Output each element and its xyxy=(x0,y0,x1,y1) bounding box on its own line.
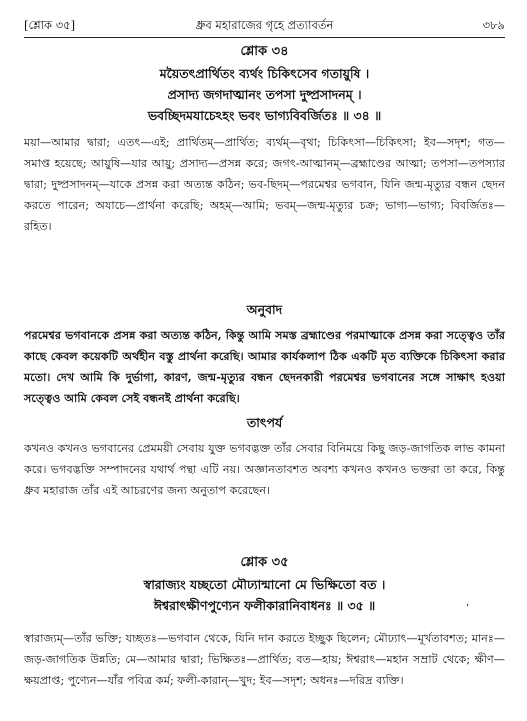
page-number: ৩৮৯ xyxy=(482,18,505,32)
synonyms-text-35: স্বারাজ্যম্‌—তাঁর ভক্তি; যচ্ছতঃ—ভগবান থেকে, যিনি দান করতে ইচ্ছুক ছিলেন; মৌঢ্যাৎ—মূর্খতাবশত; মানঃ—জড়-জাগতিক উন্নতি; মে—আমার দ্বারা; ভিক্ষিতঃ—প্রার্থিত; বত—হায়; ঈশ্বরাৎ—মহান সম্রাট থেকে; ক্ষীণ—ক্ষয়প্রাপ্ত; পুণ্যেন—যাঁর পবিত্র কর্ম; ফলী-কারান্‌—খুদ; ইব—সদৃশ; অধনঃ—দরিদ্র ব্যক্তি। xyxy=(24,632,505,687)
translation-heading: অনুবাদ xyxy=(246,302,283,317)
verse-reference: [শ্লোক ৩৫] xyxy=(24,18,76,32)
verse-34-line-1: ময়ৈতৎপ্রার্থিতং ব্যর্থং চিকিৎসেব গতায়ুষি । xyxy=(159,66,370,81)
verse-34-block xyxy=(24,42,505,126)
verse-35-label: শ্লোক ৩৫ xyxy=(240,555,289,570)
synonyms-text: ময়া—আমার দ্বারা; এতৎ—এই; প্রার্থিতম্‌—প্রার্থিত; ব্যর্থম্‌—বৃথা; চিকিৎসা—চিকিৎসা; ইব—সদৃশ; গত—সমাপ্ত হয়েছে; আয়ুষি—যার আয়ু; প্রসাদ্য—প্রসন্ন করে; জগৎ-আত্মানম্‌—ব্রহ্মাণ্ডের আত্মা; তপসা—তপস্যার দ্বারা; দুষ্প্রসাদনম্‌—যাকে প্রসন্ন করা অত্যন্ত কঠিন; ভব-ছিদম্‌—পরমেশ্বর ভগবান, যিনি জন্ম-মৃত্যুর বন্ধন ছেদন করতে পারেন; অযাচে—প্রার্থনা করেছি; অহম্‌—আমি; ভবম্‌—জন্ম-মৃত্যুর চক্র; ভাগ্য—ভাগ্য; বিবর্জিতঃ—রহিত। xyxy=(24,136,505,233)
translation-text: পরমেশ্বর ভগবানকে প্রসন্ন করা অত্যন্ত কঠিন, কিন্তু আমি সমস্ত ব্রহ্মাণ্ডের পরমাত্মাকে প্রসন্ন করা সত্ত্বেও তাঁর কাছে কেবল কয়েকটি অর্থহীন বস্তু প্রার্থনা করেছি। আমার কার্যকলাপ ঠিক একটি মৃত ব্যক্তিকে চিকিৎসা করার মতো। দেখ আমি কি দুর্ভাগা, কারণ, জন্ম-মৃত্যুর বন্ধন ছেদনকারী পরমেশ্বর ভগবানের সঙ্গে সাক্ষাৎ হওয়া সত্ত্বেও আমি কেবল সেই বন্ধনই প্রার্থনা করেছি। xyxy=(24,328,505,405)
verse-34-line-2: প্রসাদ্য জগদাত্মানং তপসা দুষ্প্রসাদনম্‌ । xyxy=(167,87,362,102)
ornament-mark: ʻ xyxy=(465,603,469,614)
purport-section xyxy=(24,415,505,501)
verse-35-line-2: ঈশ্বরাৎক্ষীণপুণ্যেন ফলীকারানিবাধনঃ ॥ ৩৫ ॥ xyxy=(153,598,376,613)
verse-35-line-1: স্বারাজ্যং যচ্ছতো মৌঢ্যান্মানো মে ভিক্ষিতো বত । xyxy=(143,577,386,592)
running-head xyxy=(24,17,505,33)
purport-heading: তাৎপর্য xyxy=(246,415,283,430)
chapter-title: ধ্রুব মহারাজের গৃহে প্রত্যাবর্তন xyxy=(195,18,334,32)
verse-34-line-3: ভবচ্ছিদমযাচেঽহং ভবং ভাগ্যবিবর্জিতঃ ॥ ৩৪ ॥ xyxy=(147,108,382,123)
verse-34-label: শ্লোক ৩৪ xyxy=(240,44,289,59)
verse-35-synonyms xyxy=(24,628,505,691)
verse-34-synonyms xyxy=(24,132,505,237)
header-rule xyxy=(24,37,505,38)
purport-text: কখনও কখনও ভগবানের প্রেমময়ী সেবায় যুক্ত ভগবদ্ভক্ত তাঁর সেবার বিনিময়ে কিছু জড়-জাগতিক লাভ কামনা করে। ভগবদ্ভক্তি সম্পাদনের যথার্থ পন্থা এটি নয়। অজ্ঞানতাবশত অবশ্য কখনও কখনও ভক্তরা তা করে, কিন্তু ধ্রুব মহারাজ তাঁর এই আচরণের জন্য অনুতাপ করেছেন। xyxy=(24,442,505,497)
translation-section xyxy=(24,302,505,409)
verse-35-block xyxy=(24,553,505,616)
